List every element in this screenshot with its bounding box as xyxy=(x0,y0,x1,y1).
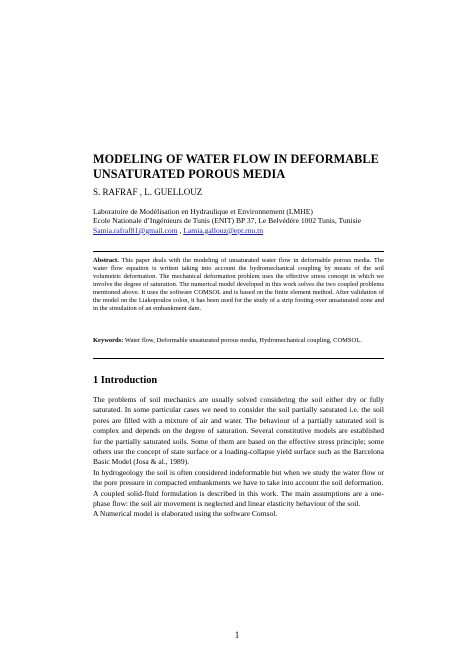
introduction-body xyxy=(93,395,384,520)
abstract-text: This paper deals with the modeling of unsaturated water flow in deformable porous media. The water flow equation is written taking into account the hydromechanical coupling by means of the soil volumetric deformation. The mechanical deformation problem uses the effective stress concept in which we involve the degree of saturation. The numerical model developed in this work solves the two coupled problems mentioned above. It uses the software COMSOL and is based on the finite element method. After validation of the model on the Liakopoulos colon, it has been used for the study of a strip footing over unsaturated zone and in the simulation of an embankment dam. xyxy=(93,257,384,313)
affiliation-line-1: Laboratoire de Modélisation en Hydraulique et Environnement (LMHE) xyxy=(93,207,313,216)
abstract-label: Abstract. xyxy=(93,257,119,264)
section-heading-introduction: 1 Introduction xyxy=(93,375,158,386)
paragraph: A Numerical model is elaborated using the software Comsol. xyxy=(93,509,278,519)
abstract-bottom-rule xyxy=(93,358,384,359)
abstract-top-rule xyxy=(93,251,384,252)
paragraph: In hydrogeology the soil is often considered indeformable but when we study the water flow or the pore pressure in compacted embankments we have to take into account the soil deformation. xyxy=(93,467,384,488)
email-link-2[interactable]: Lamia.gallouz@ept.rnu.tn xyxy=(183,225,264,235)
authors: S. RAFRAF , L. GUELLOUZ xyxy=(93,187,203,197)
email-link-1[interactable]: Samia.rafraf81@gmail.com xyxy=(93,225,178,235)
paragraph: The problems of soil mechanics are usually solved considering the soil either dry or fully saturated. In some particular cases we need to consider the soil partially saturated i.e. the soil pores are filled with a mixture of air and water. The behaviour of a partially saturated soil is complex and depends on the degree of saturation. Several constitutive models are established for the partially saturated soils. Some of them are based on the effective stress principle; some others use the concept of state surface or a loading-collapse yield surface such as the Barcelona Basic Model (Josa & al., 1989). xyxy=(93,395,384,467)
paper-title: MODELING OF WATER FLOW IN DEFORMABLE UNSATURATED POROUS MEDIA xyxy=(93,152,379,181)
page-number: 1 xyxy=(234,630,240,640)
affiliation-block xyxy=(93,207,393,235)
affiliation-line-2: Ecole Nationale d’Ingénieurs de Tunis (ENIT) BP 37, Le Belvédère 1002 Tunis, Tunisie xyxy=(93,216,362,226)
keywords-block xyxy=(93,337,384,345)
keywords-text: Water flow, Deformable unsaturated porous media, Hydromechanical coupling, COMSOL. xyxy=(124,337,362,344)
keywords-label: Keywords: xyxy=(93,337,124,344)
paragraph: A coupled solid-fluid formulation is described in this work. The main assumptions are a one-phase flow: the soil air movement is neglected and linear elasticity behaviour of the soil. xyxy=(93,488,384,509)
author-emails xyxy=(93,226,393,235)
abstract-block xyxy=(93,257,384,313)
email-separator: , xyxy=(177,225,184,235)
